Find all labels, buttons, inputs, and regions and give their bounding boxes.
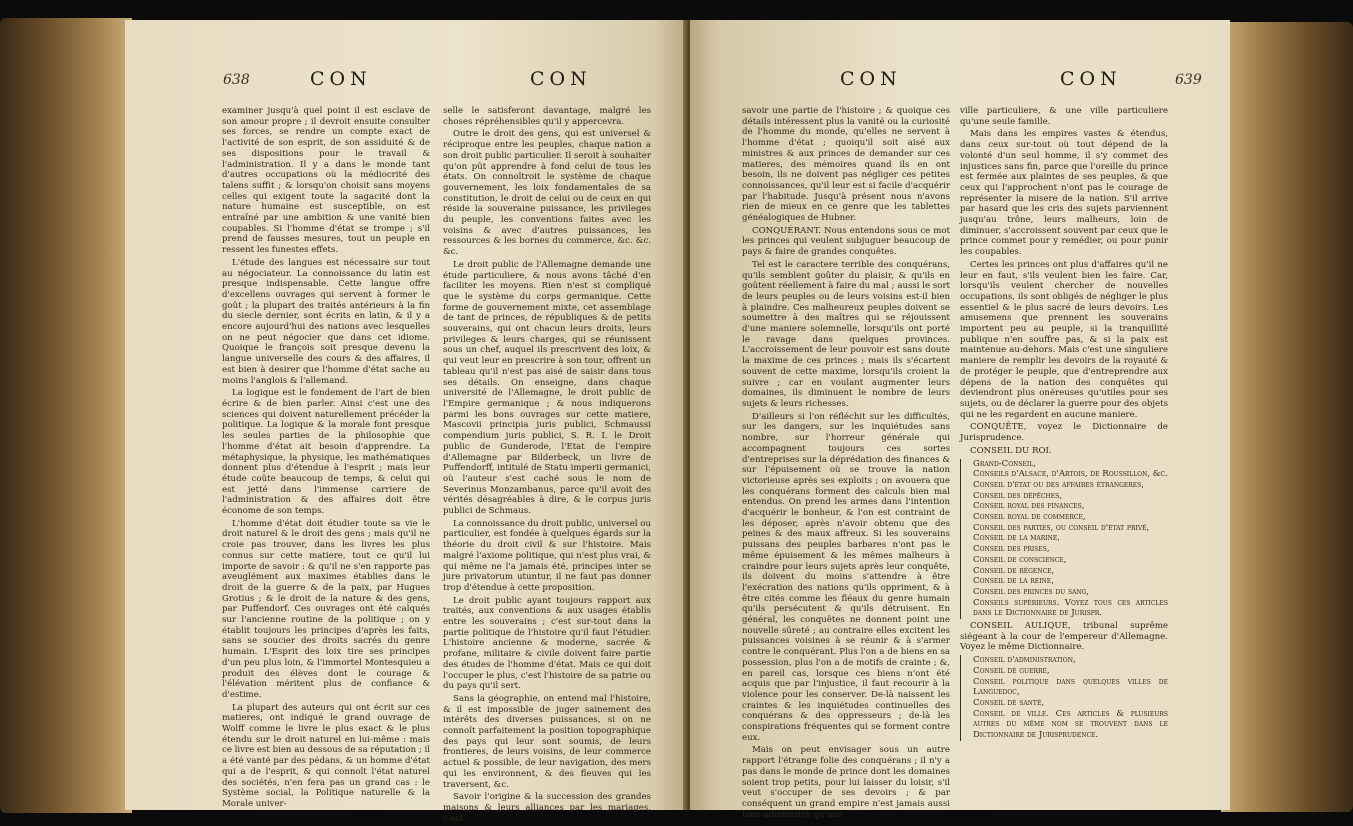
paragraph: savoir une partie de l'histoire ; & quoique ces détails intéressent plus la vanité ou la curiosité de l'homme du monde, qu'elles ne servent à l'homme d'état ; quoiqu'il soit aisé aux ministres & aux princes de demander sur ces matieres, des mémoires quand ils en ont besoin, ils ne doivent pas négliger ces petites connoissances, qu'il leur est si facile d'acquérir par l'habitude. Jusqu'à présent nous n'avons rien de mieux en ce genre que les tablettes généalogiques de Hubner. (742, 106, 950, 224)
paragraph: La logique est le fondement de l'art de bien écrire & de bien parler. Ainsi c'est une des sciences qui doivent naturellement précéder la politique. La logique & la morale font presque les seules parties de la philosophie que l'homme d'état ait besoin d'apprendre. La métaphysique, la physique, les mathématiques donnent plus d'étendue à l'esprit ; mais leur étude coûte beaucoup de temps, & celui qui est jetté dans l'immense carriere de l'administration & des affaires doit être économe de son temps. (222, 388, 430, 517)
list-title: CONSEIL DU ROI. (970, 445, 1052, 456)
list-item: Conseil royal de commerce, (973, 512, 1086, 523)
list-item: Conseil de conscience, (973, 554, 1067, 565)
paragraph: ville particuliere, & une ville particuliere qu'une seule famille. (960, 106, 1168, 127)
paragraph: Savoir l'origine & la succession des grandes maisons & leurs alliances par les mariages, c'est (443, 792, 651, 824)
paragraph: CONQUÊTE, voyez le Dictionnaire de Jurisprudence. (960, 422, 1168, 444)
left-page-number: 638 (223, 72, 250, 88)
list-item: Conseil de la marine, (973, 533, 1061, 544)
conseil-list-1 (960, 459, 1168, 620)
left-column-2 (443, 106, 651, 826)
list-item: Conseil de ville. Ces articles & plusieurs autres du même nom se trouvent dans le Dictionnaire de Jurisprudence. (973, 708, 1168, 741)
list-item: Conseil des parties, ou conseil d'état privé, (973, 522, 1150, 533)
paragraph: L'étude des langues est nécessaire sur tout au négociateur. La connoissance du latin est presque indispensable. Cette langue offre d'excellens ouvrages qui servent à former le goût ; la plupart des traités antérieurs à la fin du siecle dernier, sont écrits en latin, & il y a encore aujourd'hui des nations avec lesquelles on ne peut négocier que dans cet idiome. Quoique le françois soit presque devenu la langue universelle des cours & des affaires, il est bien à desirer que l'homme d'état sache au moins l'anglois & l'allemand. (222, 257, 430, 386)
list-item: Conseil d'administration, (973, 655, 1076, 666)
paragraph: CONQUÉRANT. Nous entendons sous ce mot les princes qui veulent subjuguer beaucoup de pays & faire de grandes conquêtes. (742, 225, 950, 258)
paragraph: Certes les princes ont plus d'affaires qu'il ne leur en faut, s'ils veulent bien les faire. Car, lorsqu'ils veulent chercher de nouvelles occupations, ils sont obligés de négliger le plus essentiel & le plus sacré de leurs devoirs. Les amusemens que prennent les souverains importent peu au peuple, si la tranquillité publique n'en souffre pas, & si la paix est maintenue au-dehors. Mais c'est une singuliere maniere de remplir les devoirs de la royauté & de protéger le peuple, que d'entreprendre aux dépens de la nation des conquêtes qui deviendront plus onéreuses qu'utiles pour ses sujets, ou de déclarer la guerre pour des objets qui ne les regardent en aucune maniere. (960, 259, 1168, 420)
right-running-head-1: CON (840, 68, 902, 90)
list-item: Conseil des prises, (973, 544, 1050, 555)
paragraph: La plupart des auteurs qui ont écrit sur ces matieres, ont indiqué le grand ouvrage de Wolff comme le livre le plus exact & le plus étendu sur le droit naturel en lui-même : mais ce livre est bien au dessous de sa réputation ; il a été vanté par des pédans, & un homme d'état qui a de l'esprit, & qui connoît l'état naturel des sociétés, n'en fera pas un grand cas : le Système social, la Politique naturelle & la Morale univer- (222, 702, 430, 809)
left-running-head-1: CON (310, 68, 372, 90)
right-column-1 (742, 106, 950, 822)
list-item: Conseil politique dans quelques villes de Languedoc, (973, 676, 1168, 698)
list-item: Grand-Conseil, (973, 458, 1037, 469)
list-item: Conseils supérieurs. Voyez tous ces articles dans le Dictionnaire de Jurispr. (973, 597, 1168, 619)
left-page (125, 20, 687, 824)
paragraph: Le droit public de l'Allemagne demande une étude particuliere, & nous avons tâché d'en faciliter les moyens. Rien n'est si compliqué que le système du corps germanique. Cette forme de gouvernement mixte, cet assemblage de tant de princes, de républiques & de petits souverains, qui ont chacun leurs droits, leurs privileges & leurs charges, qui se réunissent sous un chef, auquel ils prescrivent des loix, & qui veut leur en prescrire à son tour, offrent un tableau qu'il n'est pas aisé de saisir dans tous ses détails. On enseigne, dans chaque université de l'Allemagne, le droit public de l'Empire germanique ; & nous indiquerons parmi les bons ouvrages sur cette matiere, Mascovii principia juris publici, Schmaussi compendium juris publici, S. R. I. le Droit public de Gunderode, l'Etat de l'empire d'Allemagne par Bilderbeck, un livre de Puffendorff, intitulé de Statu imperii germanici, où l'auteur s'est caché sous le nom de Severinus Monzambanus, parce qu'il avoit des vérités désagréables à dire, & le corpus juris publici de Schmaus. (443, 259, 651, 517)
paragraph: examiner jusqu'à quel point il est esclave de son amour propre ; il devroit ensuite consulter ses forces, se rendre un compte exact de l'activité de son esprit, de son assiduité & de ses dispositions pour le travail & l'administration. Il y a dans le monde tant d'autres occupations où la médiocrité des talens suffit ; & lorsqu'on choisit sans moyens celles qui exigent toute la sagacité dont la nature humaine est susceptible, on est entraîné par une ambition & une vanité bien coupables. Si l'homme d'état se trompe ; s'il prend de fausses mesures, tout un peuple en ressent les funestes effets. (222, 106, 430, 256)
paragraph: selle le satisferont davantage, malgré les choses répréhensibles qu'il y appercevra. (443, 106, 651, 127)
right-page-number: 639 (1175, 72, 1202, 88)
conseil-list-2 (960, 655, 1168, 741)
list-item: Conseil des dépêches, (973, 490, 1063, 501)
paragraph: CONSEIL AULIQUE, tribunal suprême siégeant à la cour de l'empereur d'Allemagne. Voyez le même Dictionnaire. (960, 621, 1168, 653)
paragraph: Le droit public ayant toujours rapport aux traités, aux conventions & aux usages établis entre les souverains ; c'est sur-tout dans la partie politique de l'histoire qu'il faut l'étudier. L'histoire ancienne & moderne, sacrée & profane, militaire & civile doivent faire partie des études de l'homme d'état. Mais ce qui doit l'occuper le plus, c'est l'histoire de sa patrie ou du pays qu'il sert. (443, 595, 651, 692)
list-item: Conseil royal des finances, (973, 501, 1085, 512)
paragraph: Tel est le caractere terrible des conquérans, qu'ils semblent goûter du plaisir, & qu'ils en goûtent réellement à faire du mal ; aussi le sort de leurs peuples ou de leurs voisins est-il bien à plaindre. Ces malheureux peuples doivent se soumettre à des maîtres qui se réjouissent d'une maniere solemnelle, lorsqu'ils ont porté le ravage dans quelques provinces. L'accroissement de leur pouvoir est sans doute la maxime de ces princes ; mais ils s'écartent souvent de cette maxime, lorsqu'ils croient la suivre ; car en voulant augmenter leurs domaines, ils diminuent le nombre de leurs sujets & leurs richesses. (742, 259, 950, 409)
right-column-2 (960, 106, 1168, 743)
paragraph: La connoissance du droit public, universel ou particulier, est fondée à quelques égards sur la théorie du droit civil & sur l'histoire. Mais malgré l'axiome politique, qui n'est plus vrai, & qui même ne l'a jamais été, principes inter se jure privatorum utuntur, il ne faut pas donner trop d'étendue à cette proposition. (443, 518, 651, 593)
left-running-head-2: CON (530, 68, 592, 90)
list-item: Conseil d'état ou des affaires étrangeres, (973, 479, 1145, 490)
paragraph: Sans la géographie, on entend mal l'histoire, & il est impossible de juger sainement des intérêts des diverses puissances, si on ne connoît parfaitement la position topographique des pays qui leur sont soumis, de leurs frontieres, de leurs voisins, de leur commerce actuel & possible, de leur navigation, des mers qui les environnent, & des fleuves qui les traversent, &c. (443, 693, 651, 790)
paragraph: Mais on peut envisager sous un autre rapport l'étrange folie des conquérans ; il n'y a pas dans le monde de prince dont les domaines soient trop petits, pour lui laisser du loisir, s'il veut s'occuper de ses devoirs ; & par conséquent un grand empire n'est jamais aussi bien administré qu'une (742, 745, 950, 820)
list-item: Conseil de la reine, (973, 576, 1054, 587)
right-running-head-2: CON (1060, 68, 1122, 90)
list-item: Conseil de guerre, (973, 665, 1050, 676)
list-item: Conseil de régence, (973, 565, 1055, 576)
right-page (690, 20, 1230, 820)
paragraph: Mais dans les empires vastes & étendus, dans ceux sur-tout où tout dépend de la volonté d'un seul homme, il s'y commet des injustices sans fin, parce que l'oreille du prince est fermée aux plaintes de ses peuples, & que ceux qui l'approchent n'ont pas le courage de représenter la misere de la nation. S'il arrive par hasard que les cris des sujets parviennent jusqu'au trône, leurs malheurs, loin de diminuer, s'accroissent souvent par ceux que le prince commet pour y remédier, ou pour punir les coupables. (960, 129, 1168, 258)
left-page-edges (0, 18, 132, 813)
paragraph: L'homme d'état doit étudier toute sa vie le droit naturel & le droit des gens ; mais qu'il ne croie pas trouver, dans les livres les plus connus sur cette matiere, tout ce qu'il lui importe de savoir : & qu'il ne s'en rapporte pas aveuglément aux maximes établies dans le droit de la guerre & de la paix, par Hugues Grotius ; & le droit de la nature & des gens, par Puffendorf. Ces ouvrages ont été calqués sur l'ancienne routine de la politique ; on y établit toujours les principes d'après les faits, sans se soucier des droits sacrés du genre humain. L'Esprit des loix tire ses principes d'un peu plus loin, & l'immortel Montesquieu a produit des élèves dont le courage & l'élévation méritent plus de confiance & d'estime. (222, 518, 430, 700)
left-column-1 (222, 106, 430, 812)
paragraph: D'ailleurs si l'on réfléchit sur les difficultés, sur les dangers, sur les inquiétudes sans nombre, sur l'horreur générale qui accompagnent toujours ces sortes d'entreprises sur la déprédation des finances & sur l'épuisement où se trouve la nation victorieuse après ses exploits ; on avouera que les conquérans forment des calculs bien mal entendus. On prend les armes dans l'intention d'acquérir le bonheur, & l'on est contraint de les déposer, après n'avoir obtenu que des peines & des maux affreux. Si les souverains puissans des peuples barbares n'ont pas le même épuisement & les mêmes malheurs à craindre pour leurs sujets après leur conquête, ils doivent du moins s'attendre à être l'exécration des nations qu'ils oppriment, & à être cités comme les fléaux du genre humain qu'ils persécutent & qu'ils détruisent. En général, les conquêtes ne donnent point une nouvelle sûreté ; au contraire elles excitent les puissances voisines à se réunir & à s'armer contre le conquérant. Plus l'on a de biens en sa possession, plus l'on a de motifs de crainte ; &, en pareil cas, lorsque ces biens n'ont été acquis que par l'injustice, il faut recourir à la violence pour les conserver. De-là naissent les craintes & les inquiétudes continuelles des conquérans & des oppresseurs ; de-là les conspirations fréquentes qui se forment contre eux. (742, 411, 950, 743)
list-item: Conseils d'Alsace, d'Artois, de Roussillon, &c. (973, 469, 1168, 480)
list-item: Conseil des princes du sang, (973, 586, 1090, 597)
right-page-edges (1221, 22, 1353, 812)
paragraph: Outre le droit des gens, qui est universel & réciproque entre les peuples, chaque nation a son droit public particulier. Il seroit à souhaiter qu'on pût apprendre à fond celui de tous les états. On connoîtroit le système de chaque gouvernement, les loix fondamentales de sa constitution, le droit de celui ou de ceux en qui réside la souveraine puissance, les privileges du peuple, les conventions faites avec les voisins & avec d'autres puissances, les ressources & les bornes du commerce, &c. &c. &c. (443, 129, 651, 258)
list-item: Conseil de santé, (973, 697, 1045, 708)
